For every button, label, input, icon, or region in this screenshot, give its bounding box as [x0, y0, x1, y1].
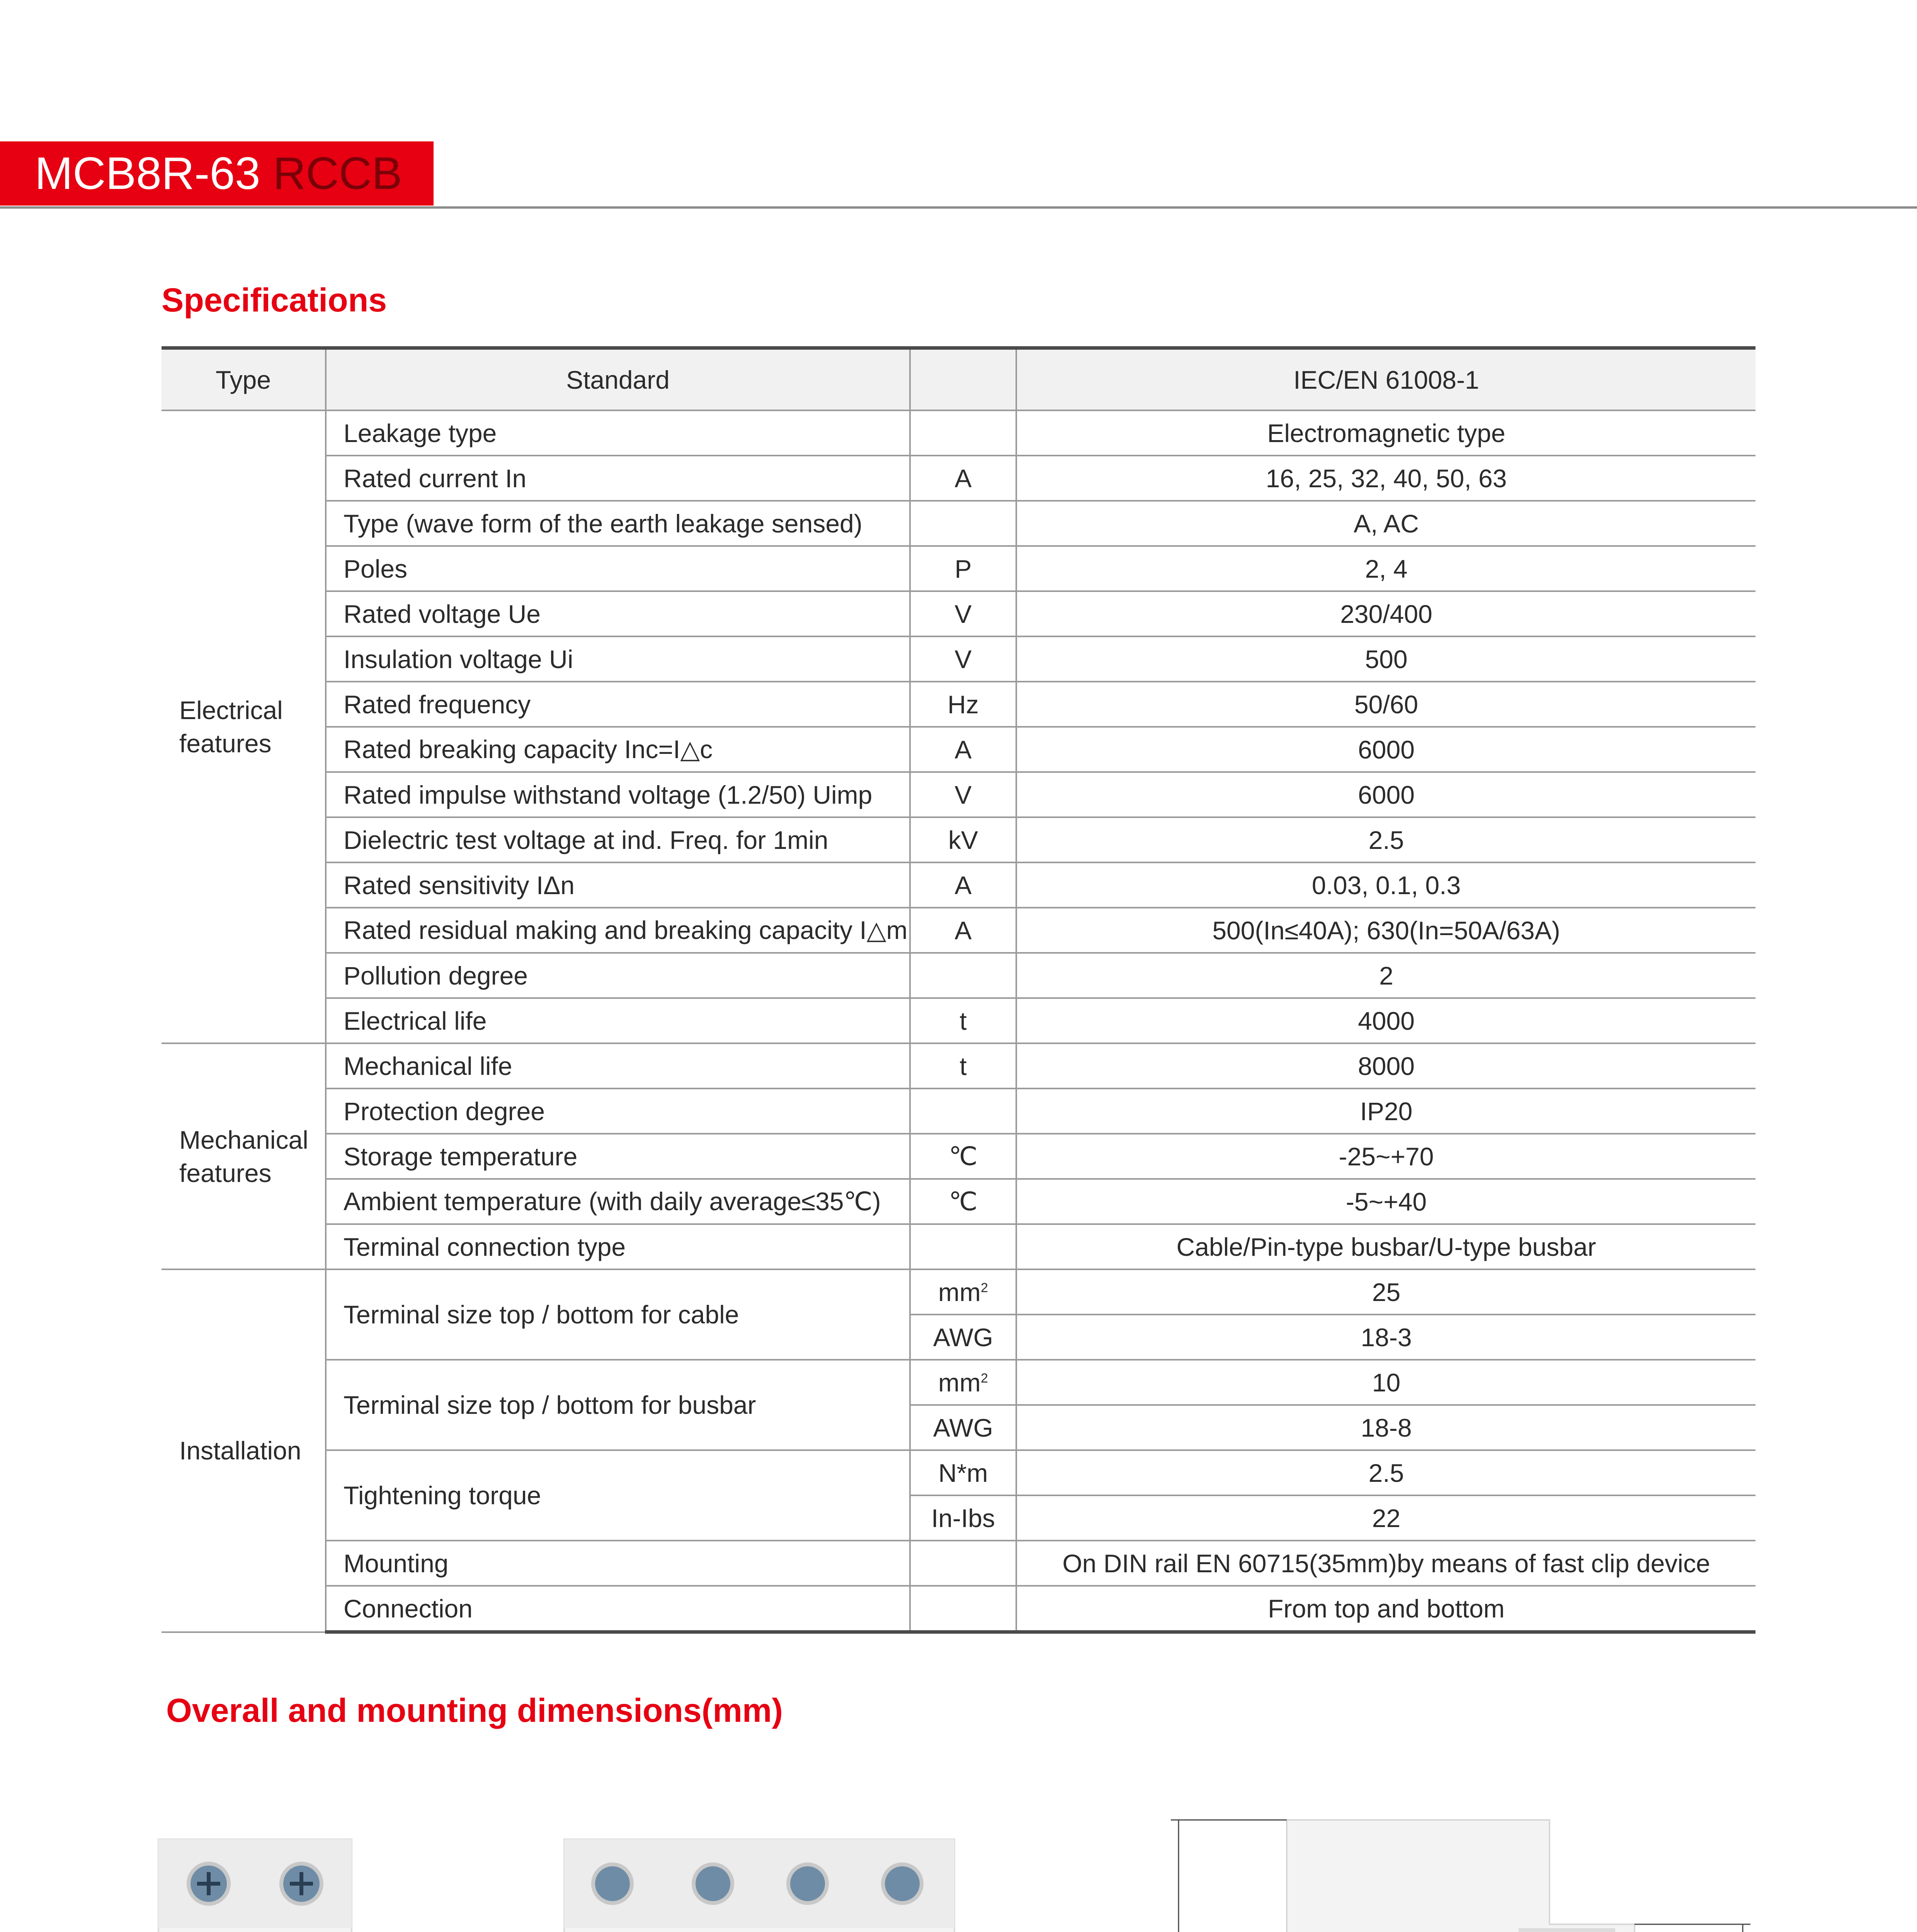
table-header-row: [162, 348, 1755, 411]
side-view: [1132, 1797, 1770, 1932]
header-rule: [0, 206, 1917, 209]
param-value: 50/60: [1016, 682, 1755, 727]
param-unit: t: [910, 998, 1016, 1043]
param-name: Dielectric test voltage at ind. Freq. for 1min: [326, 817, 910, 862]
front-view-2p: [147, 1824, 363, 1932]
param-value: 6000: [1016, 772, 1755, 817]
param-value: 230/400: [1016, 591, 1755, 636]
param-value: Cable/Pin-type busbar/U-type busbar: [1016, 1224, 1755, 1269]
param-value: 10: [1016, 1360, 1755, 1405]
param-name: Terminal size top / bottom for busbar: [326, 1360, 910, 1450]
param-value: 0.03, 0.1, 0.3: [1016, 862, 1755, 908]
param-unit: V: [910, 591, 1016, 636]
param-unit: V: [910, 636, 1016, 682]
param-value: From top and bottom: [1016, 1586, 1755, 1632]
param-name: Connection: [326, 1586, 910, 1632]
param-name: Ambient temperature (with daily average≤35℃): [326, 1179, 910, 1224]
screw-icon: [694, 1864, 732, 1903]
screw-icon: [883, 1864, 922, 1903]
header-type: Type: [162, 348, 326, 411]
table-row: [162, 501, 1755, 546]
param-value: On DIN rail EN 60715(35mm)by means of fast clip device: [1016, 1541, 1755, 1586]
param-unit: [910, 1586, 1016, 1632]
param-unit: N*m: [910, 1450, 1016, 1495]
param-name: Protection degree: [326, 1088, 910, 1134]
table-row: [162, 862, 1755, 908]
param-value: 8000: [1016, 1043, 1755, 1088]
param-name: Tightening torque: [326, 1450, 910, 1541]
table-row: [162, 953, 1755, 998]
param-unit: A: [910, 908, 1016, 953]
header-unit: [910, 348, 1016, 411]
group-mechanical: Mechanical features: [162, 1043, 326, 1269]
dimensions-title: Overall and mounting dimensions(mm): [166, 1692, 783, 1729]
screw-icon: [593, 1864, 632, 1903]
screw-icon: [788, 1864, 827, 1903]
table-row: [162, 636, 1755, 682]
param-unit: A: [910, 862, 1016, 908]
param-name: Mounting: [326, 1541, 910, 1586]
table-row: [162, 1134, 1755, 1179]
param-unit: A: [910, 456, 1016, 501]
param-unit: t: [910, 1043, 1016, 1088]
param-unit: AWG: [910, 1315, 1016, 1360]
param-value: 16, 25, 32, 40, 50, 63: [1016, 456, 1755, 501]
param-unit: [910, 501, 1016, 546]
param-unit: [910, 410, 1016, 456]
param-unit: [910, 1088, 1016, 1134]
unit-mm: mm: [938, 1277, 981, 1306]
table-row: [162, 591, 1755, 636]
param-name: Mechanical life: [326, 1043, 910, 1088]
table-row: [162, 1224, 1755, 1269]
param-unit: [910, 1541, 1016, 1586]
param-name: Rated sensitivity IΔn: [326, 862, 910, 908]
model-banner: [0, 141, 434, 206]
specifications-title: Specifications: [162, 282, 387, 319]
param-unit: V: [910, 772, 1016, 817]
side-body: [1287, 1820, 1635, 1932]
side-window: [1519, 1928, 1615, 1932]
param-name: Leakage type: [326, 410, 910, 456]
param-value: 2.5: [1016, 817, 1755, 862]
param-value: A, AC: [1016, 501, 1755, 546]
param-value: 2.5: [1016, 1450, 1755, 1495]
param-value: 18-8: [1016, 1405, 1755, 1450]
table-row: [162, 1043, 1755, 1088]
table-row: [162, 1269, 1755, 1315]
table-row: [162, 1360, 1755, 1405]
param-unit: kV: [910, 817, 1016, 862]
param-unit: AWG: [910, 1405, 1016, 1450]
unit-mm: mm: [938, 1368, 981, 1397]
param-name: Rated residual making and breaking capacity I△m: [326, 908, 910, 953]
header-standard-value: IEC/EN 61008-1: [1016, 348, 1755, 411]
param-value: 25: [1016, 1269, 1755, 1315]
param-value: 500: [1016, 636, 1755, 682]
param-value: 2: [1016, 953, 1755, 998]
table-row: [162, 1541, 1755, 1586]
param-name: Type (wave form of the earth leakage sensed): [326, 501, 910, 546]
table-row: [162, 817, 1755, 862]
param-value: IP20: [1016, 1088, 1755, 1134]
table-row: [162, 1586, 1755, 1632]
header-standard: Standard: [326, 348, 910, 411]
table-row: [162, 1450, 1755, 1495]
table-row: [162, 908, 1755, 953]
param-name: Rated frequency: [326, 682, 910, 727]
param-name: Rated impulse withstand voltage (1.2/50) Uimp: [326, 772, 910, 817]
param-value: 4000: [1016, 998, 1755, 1043]
table-row: [162, 456, 1755, 501]
param-value: 22: [1016, 1495, 1755, 1541]
param-name: Pollution degree: [326, 953, 910, 998]
param-unit: [910, 1269, 1016, 1315]
param-unit: [910, 1360, 1016, 1405]
param-name: Terminal size top / bottom for cable: [326, 1269, 910, 1360]
param-unit: ℃: [910, 1179, 1016, 1224]
param-name: Poles: [326, 546, 910, 591]
param-value: 2, 4: [1016, 546, 1755, 591]
param-unit: [910, 1224, 1016, 1269]
table-row: [162, 546, 1755, 591]
front-view-4p: [553, 1824, 970, 1932]
param-name: Storage temperature: [326, 1134, 910, 1179]
group-installation: Installation: [162, 1269, 326, 1632]
param-unit: P: [910, 546, 1016, 591]
param-unit: In-Ibs: [910, 1495, 1016, 1541]
param-unit: A: [910, 727, 1016, 772]
param-value: 6000: [1016, 727, 1755, 772]
table-row: [162, 727, 1755, 772]
param-value: 18-3: [1016, 1315, 1755, 1360]
table-row: [162, 410, 1755, 456]
table-row: [162, 998, 1755, 1043]
param-name: Terminal connection type: [326, 1224, 910, 1269]
param-value: -5~+40: [1016, 1179, 1755, 1224]
param-unit: Hz: [910, 682, 1016, 727]
table-row: [162, 682, 1755, 727]
param-name: Rated current In: [326, 456, 910, 501]
table-row: [162, 1088, 1755, 1134]
param-value: 500(In≤40A); 630(In=50A/63A): [1016, 908, 1755, 953]
param-name: Rated breaking capacity Inc=I△c: [326, 727, 910, 772]
specifications-table: [162, 346, 1755, 1634]
param-name: Electrical life: [326, 998, 910, 1043]
param-unit: ℃: [910, 1134, 1016, 1179]
table-row: [162, 1179, 1755, 1224]
unit-superscript: 2: [981, 1280, 988, 1295]
param-value: -25~+70: [1016, 1134, 1755, 1179]
param-name: Insulation voltage Ui: [326, 636, 910, 682]
param-unit: [910, 953, 1016, 998]
table-row: [162, 772, 1755, 817]
param-value: Electromagnetic type: [1016, 410, 1755, 456]
model-name: MCB8R-63: [35, 148, 260, 199]
unit-superscript: 2: [981, 1371, 988, 1386]
param-name: Rated voltage Ue: [326, 591, 910, 636]
model-type: RCCB: [273, 148, 402, 199]
group-electrical: Electrical features: [162, 410, 326, 1043]
